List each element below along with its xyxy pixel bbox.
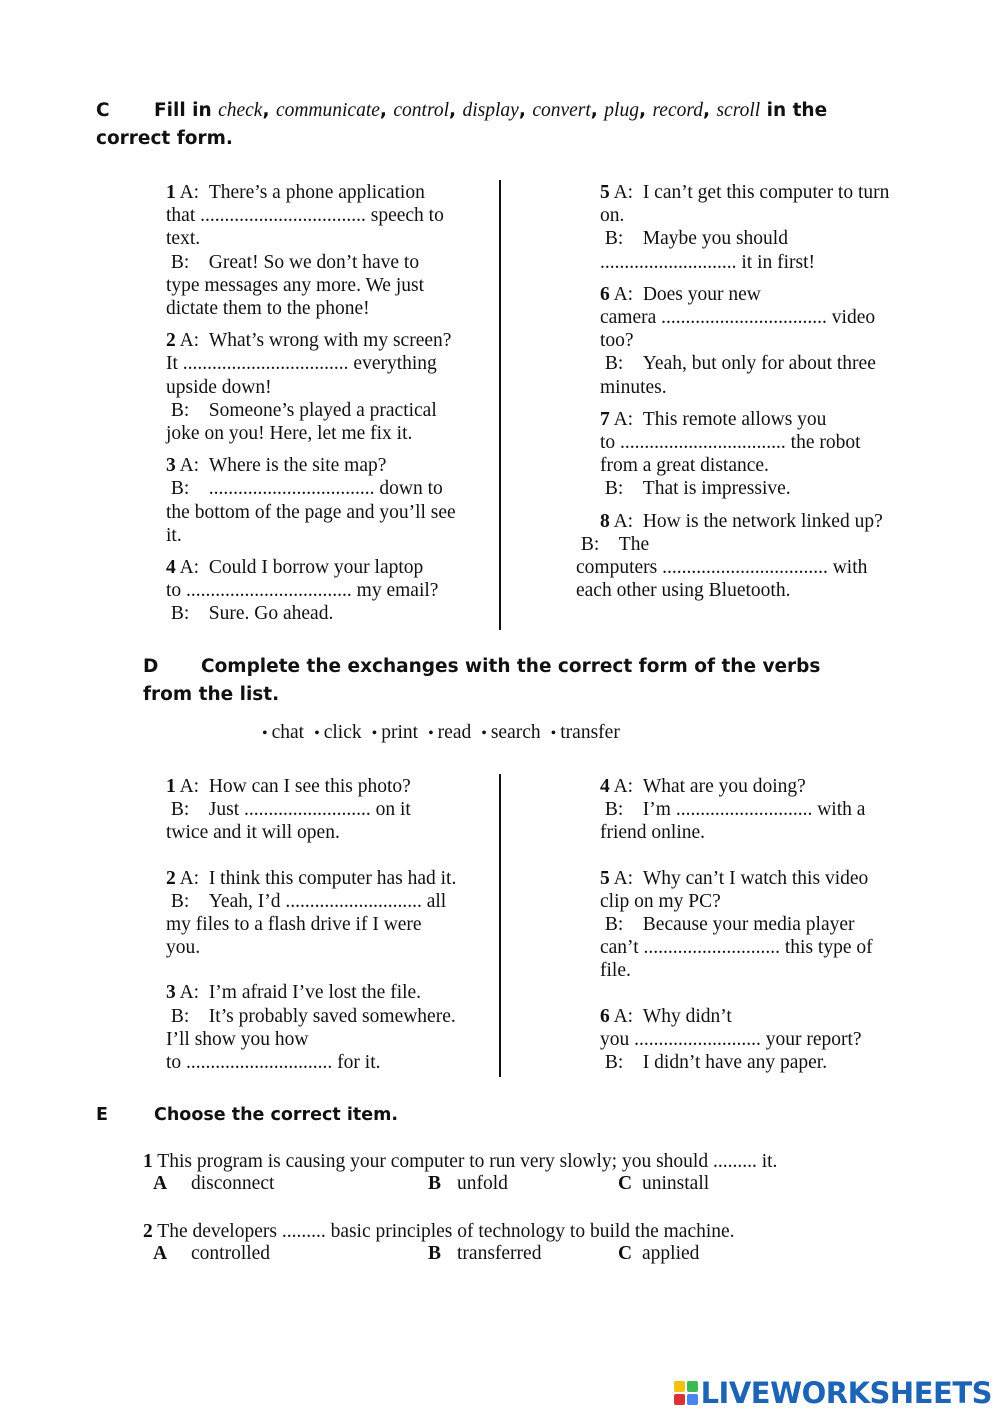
line-text: B: Yeah, but only for about three (600, 353, 876, 375)
sep: , (590, 100, 598, 121)
item-number: 3 (166, 982, 176, 1004)
verb-search: search (490, 722, 541, 743)
dialogue-line (600, 204, 920, 227)
exchange-item (166, 454, 486, 547)
column-divider (499, 180, 501, 630)
line-text: twice and it will open. (166, 822, 340, 844)
logo-mark-icon (674, 1381, 698, 1405)
bullet-icon: • (550, 725, 557, 742)
dialogue-line (166, 936, 486, 959)
item-number: 6 (600, 283, 610, 305)
exchange-item (166, 867, 486, 960)
dialogue-line (576, 533, 920, 556)
dialogue-line (166, 352, 486, 375)
option-c[interactable] (618, 1243, 699, 1265)
dialogue-line (576, 579, 920, 602)
option-key: A (153, 1243, 168, 1264)
dialogue-line (600, 798, 920, 821)
section-d-line1: Complete the exchanges with the correct form of the verbs (201, 656, 821, 677)
line-text: friend online. (600, 822, 706, 844)
option-key: C (618, 1173, 633, 1194)
option-key: B (428, 1173, 442, 1194)
dialogue-line (600, 408, 920, 431)
option-a[interactable] (153, 1173, 274, 1195)
line-text: that .................................. speech to (166, 205, 444, 227)
dialogue-line (600, 431, 920, 454)
sep: , (379, 100, 387, 121)
option-value: transferred (457, 1243, 542, 1264)
line-text: my files to a flash drive if I were (166, 914, 422, 936)
dialogue-line (166, 399, 486, 422)
question-text: The developers ......... basic principles of technology to build the machine. (157, 1221, 735, 1242)
line-text: B: I didn’t have any paper. (600, 1052, 828, 1074)
line-text: file. (600, 960, 631, 982)
dialogue-line (600, 454, 920, 477)
dialogue-line (600, 329, 920, 352)
option-value: disconnect (191, 1173, 275, 1194)
dialogue-line (600, 227, 920, 250)
line-text: you. (166, 937, 201, 959)
item-number: 2 (166, 330, 176, 352)
line-text: B: It’s probably saved somewhere. (166, 1005, 456, 1027)
bullet-icon: • (428, 725, 434, 742)
dialogue-line (166, 867, 486, 890)
line-text: A: I’m afraid I’ve lost the file. (179, 982, 422, 1004)
dialogue-line (600, 1028, 920, 1051)
verb-read: read (437, 722, 472, 743)
question-2 (143, 1220, 735, 1243)
section-e-title: Choose the correct item. (154, 1105, 398, 1125)
dialogue-line (166, 1051, 486, 1074)
liveworksheets-logo (674, 1376, 992, 1410)
option-c[interactable] (618, 1173, 709, 1195)
dialogue-line (600, 1005, 920, 1028)
dialogue-line (166, 181, 486, 204)
line-text: can’t ............................ this type of (600, 937, 873, 959)
section-d-heading (143, 653, 963, 709)
exchange-item (166, 981, 486, 1074)
dialogue-line (166, 798, 486, 821)
option-value: unfold (457, 1173, 508, 1194)
verb-click: click (323, 722, 362, 743)
line-text: you .......................... your report? (600, 1028, 862, 1050)
item-number: 6 (600, 1005, 610, 1027)
option-a[interactable] (153, 1243, 270, 1265)
dialogue-line (166, 981, 486, 1004)
verb-list (262, 722, 620, 744)
exchange-item (166, 181, 486, 320)
verb-chat: chat (271, 722, 305, 743)
dialogue-line (166, 1028, 486, 1051)
dialogue-line (600, 283, 920, 306)
dialogue-line (166, 329, 486, 352)
item-number: 3 (166, 455, 176, 477)
dialogue-line (166, 204, 486, 227)
line-text: It .................................. everything (166, 353, 437, 375)
exchange-item (600, 867, 920, 983)
dialogue-line (166, 556, 486, 579)
question-text: This program is causing your computer to run very slowly; you should ......... it. (157, 1151, 778, 1172)
section-c-suffix: in the (766, 100, 828, 121)
option-b[interactable] (428, 1173, 508, 1195)
verb-communicate: communicate (275, 100, 380, 121)
dialogue-line (166, 454, 486, 477)
verb-scroll: scroll (716, 100, 761, 121)
line-text: text. (166, 228, 201, 250)
line-text: B: That is impressive. (600, 478, 791, 500)
dialogue-line (166, 477, 486, 500)
dialogue-line (166, 251, 486, 274)
dialogue-line (166, 501, 486, 524)
exchange-item (600, 181, 920, 274)
option-key: B (428, 1243, 442, 1264)
item-number: 4 (600, 776, 610, 797)
sep: , (262, 100, 270, 121)
line-text: B: Just .......................... on it (166, 799, 411, 821)
verb-record: record (652, 100, 703, 121)
line-text: minutes. (600, 376, 667, 398)
item-number: 5 (600, 182, 610, 203)
verb-check: check (218, 100, 263, 121)
logo-square (687, 1381, 698, 1392)
line-text: on. (600, 205, 625, 227)
dialogue-line (166, 821, 486, 844)
logo-square (674, 1381, 685, 1392)
exchange-item (166, 775, 486, 845)
line-text: B: Sure. Go ahead. (166, 603, 334, 625)
line-text: A: How is the network linked up? (613, 510, 883, 532)
question-number: 2 (143, 1221, 153, 1242)
line-text: too? (600, 330, 634, 352)
option-value: uninstall (642, 1173, 710, 1194)
verb-convert: convert (532, 100, 591, 121)
logo-square (674, 1394, 685, 1405)
line-text: B: Someone’s played a practical (166, 399, 437, 421)
dialogue-line (166, 422, 486, 445)
bullet-icon: • (262, 725, 268, 742)
line-text: A: I can’t get this computer to turn (613, 182, 890, 203)
section-d-letter: D (143, 656, 159, 677)
option-key: A (153, 1173, 168, 1194)
sep: , (638, 100, 646, 121)
verb-plug: plug (604, 100, 639, 121)
section-c-left-column (166, 181, 486, 635)
line-text: the bottom of the page and you’ll see (166, 501, 456, 523)
line-text: A: There’s a phone application (179, 182, 425, 203)
bullet-icon: • (314, 725, 320, 742)
option-value: controlled (191, 1243, 271, 1264)
line-text: A: Does your new (613, 283, 761, 305)
line-text: to .................................. the robot (600, 432, 861, 454)
section-e-heading (96, 1101, 398, 1129)
line-text: upside down! (166, 376, 272, 398)
line-text: B: Because your media player (600, 914, 855, 936)
sep: , (449, 100, 457, 121)
line-text: camera .................................. video (600, 307, 876, 329)
dialogue-line (166, 913, 486, 936)
verb-display: display (462, 100, 519, 121)
dialogue-line (600, 352, 920, 375)
dialogue-line (600, 510, 920, 533)
line-text: A: What are you doing? (613, 776, 806, 797)
dialogue-line (166, 579, 486, 602)
option-b[interactable] (428, 1243, 541, 1265)
section-c-line2: correct form. (96, 128, 233, 149)
line-text: A: This remote allows you (613, 408, 827, 430)
exchange-item (600, 408, 920, 501)
verb-transfer: transfer (560, 722, 620, 743)
line-text: A: Where is the site map? (179, 455, 387, 477)
dialogue-line (600, 890, 920, 913)
line-text: A: How can I see this photo? (179, 776, 411, 797)
option-value: applied (642, 1243, 700, 1264)
dialogue-line (166, 274, 486, 297)
verb-print: print (381, 722, 419, 743)
item-number: 1 (166, 776, 176, 797)
item-number: 5 (600, 867, 610, 889)
section-c-letter: C (96, 100, 110, 121)
exchange-item (576, 510, 920, 603)
question-1 (143, 1150, 777, 1173)
section-d-right-column (600, 775, 920, 1096)
line-text: to .................................. my email? (166, 580, 439, 602)
dialogue-line (166, 227, 486, 250)
exchange-item (166, 556, 486, 626)
line-text: computers .................................. with (576, 557, 868, 579)
line-text: B: Yeah, I’d ............................ all (166, 890, 447, 912)
line-text: from a great distance. (600, 455, 769, 477)
verb-control: control (393, 100, 449, 121)
line-text: dictate them to the phone! (166, 298, 370, 320)
dialogue-line (166, 602, 486, 625)
line-text: to .............................. for it. (166, 1052, 381, 1074)
line-text: B: Maybe you should (600, 228, 788, 250)
dialogue-line (600, 867, 920, 890)
exchange-item (166, 329, 486, 445)
dialogue-line (600, 959, 920, 982)
dialogue-line (600, 477, 920, 500)
exchange-item (600, 775, 920, 845)
line-text: ............................ it in first! (600, 251, 816, 273)
line-text: A: Why can’t I watch this video (613, 867, 869, 889)
dialogue-line (166, 890, 486, 913)
question-number: 1 (143, 1151, 153, 1172)
option-key: C (618, 1243, 633, 1264)
line-text: B: I’m ............................ with a (600, 799, 866, 821)
dialogue-line (600, 306, 920, 329)
dialogue-line (600, 376, 920, 399)
sep: , (518, 100, 526, 121)
logo-square (687, 1394, 698, 1405)
section-c-heading (96, 97, 966, 153)
dialogue-line (576, 556, 920, 579)
dialogue-line (600, 821, 920, 844)
section-c-right-column (576, 181, 920, 611)
bullet-icon: • (481, 725, 487, 742)
dialogue-line (166, 524, 486, 547)
item-number: 2 (166, 867, 176, 889)
line-text: B: .................................. down to (166, 478, 443, 500)
logo-text: LIVEWORKSHEETS (700, 1376, 992, 1410)
section-c-prefix: Fill in (154, 100, 212, 121)
line-text: joke on you! Here, let me fix it. (166, 423, 413, 445)
dialogue-line (166, 297, 486, 320)
dialogue-line (600, 775, 920, 798)
line-text: type messages any more. We just (166, 274, 425, 296)
exchange-item (600, 1005, 920, 1075)
column-divider (499, 774, 501, 1077)
bullet-icon: • (371, 725, 378, 742)
line-text: B: The (576, 533, 650, 555)
line-text: A: Why didn’t (613, 1005, 732, 1027)
dialogue-line (166, 1005, 486, 1028)
section-d-left-column (166, 775, 486, 1096)
section-d-line2: from the list. (143, 684, 280, 705)
dialogue-line (600, 1051, 920, 1074)
dialogue-line (166, 775, 486, 798)
line-text: I’ll show you how (166, 1028, 309, 1050)
dialogue-line (600, 913, 920, 936)
sep: , (702, 100, 711, 121)
dialogue-line (600, 181, 920, 204)
item-number: 1 (166, 182, 176, 203)
dialogue-line (600, 251, 920, 274)
dialogue-line (166, 376, 486, 399)
line-text: it. (166, 524, 182, 546)
line-text: B: Great! So we don’t have to (166, 251, 420, 273)
exchange-item (600, 283, 920, 399)
line-text: clip on my PC? (600, 890, 721, 912)
dialogue-line (600, 936, 920, 959)
line-text: A: Could I borrow your laptop (179, 557, 424, 579)
line-text: each other using Bluetooth. (576, 580, 791, 602)
section-e-letter: E (96, 1105, 108, 1125)
item-number: 7 (600, 408, 610, 430)
item-number: 8 (600, 510, 610, 532)
line-text: A: I think this computer has had it. (179, 867, 457, 889)
item-number: 4 (166, 557, 176, 579)
line-text: A: What’s wrong with my screen? (179, 330, 452, 352)
